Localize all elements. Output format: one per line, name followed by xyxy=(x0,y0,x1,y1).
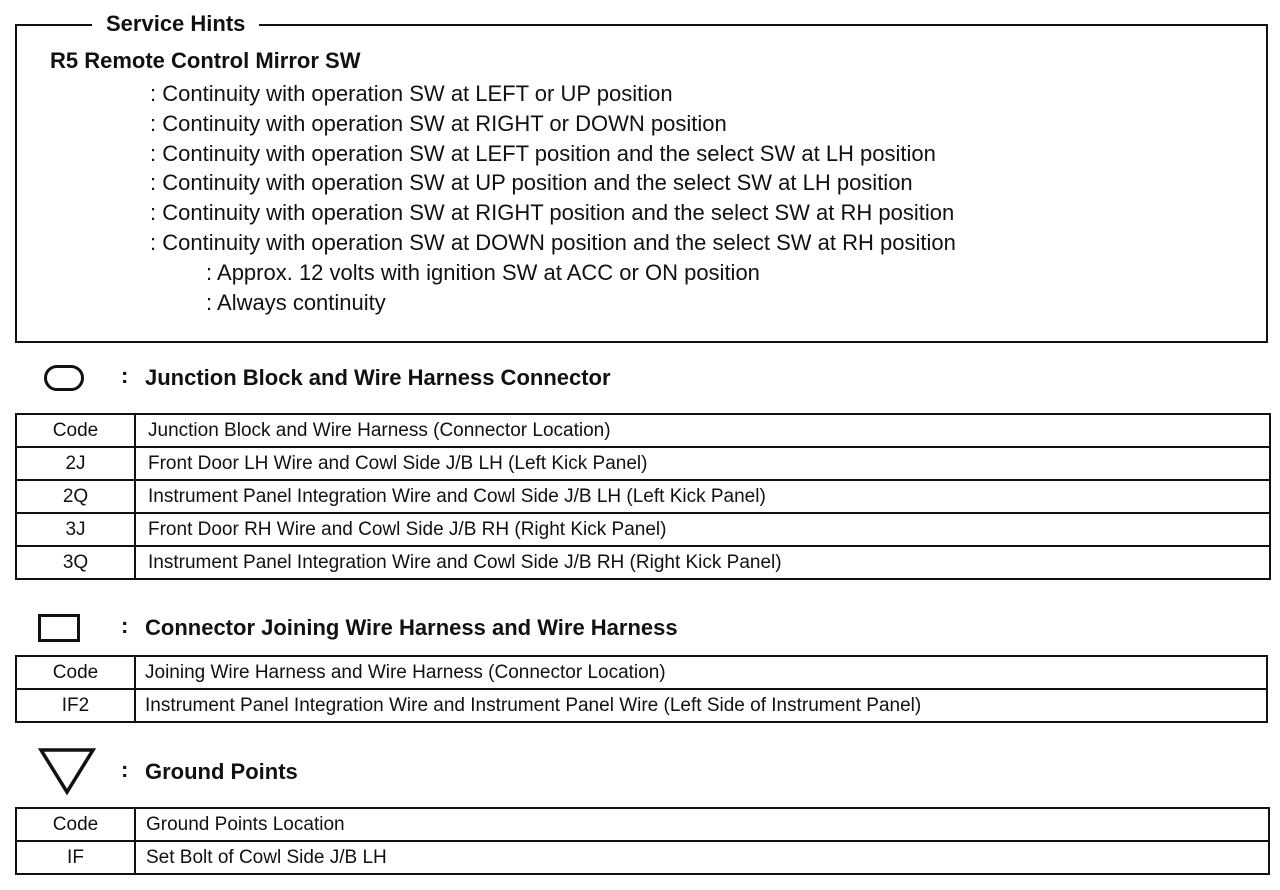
code-header: Code xyxy=(16,414,135,447)
hint-description: : Continuity with operation SW at UP position and the select SW at LH position xyxy=(150,170,913,195)
hint-description: : Continuity with operation SW at RIGHT or DOWN position xyxy=(150,111,727,136)
component-title: R5 Remote Control Mirror SW xyxy=(50,48,361,73)
code-cell: 3Q xyxy=(16,546,135,579)
junction-block-heading xyxy=(0,362,1280,402)
heading-colon: : xyxy=(121,363,129,388)
heading-colon: : xyxy=(121,613,129,638)
table-row xyxy=(16,480,1270,513)
location-cell: Front Door LH Wire and Cowl Side J/B LH (Left Kick Panel) xyxy=(135,447,1270,480)
table-row xyxy=(16,841,1269,874)
code-cell: 3J xyxy=(16,513,135,546)
connector-joining-table xyxy=(15,655,1268,723)
code-header: Code xyxy=(16,808,135,841)
junction-block-table xyxy=(15,413,1271,580)
connector-joining-title: Connector Joining Wire Harness and Wire Harness xyxy=(145,615,678,640)
table-header-row xyxy=(16,414,1270,447)
location-cell: Instrument Panel Integration Wire and Instrument Panel Wire (Left Side of Instrument Panel) xyxy=(135,689,1267,722)
junction-block-title: Junction Block and Wire Harness Connector xyxy=(145,365,611,390)
location-cell: Instrument Panel Integration Wire and Cowl Side J/B LH (Left Kick Panel) xyxy=(135,480,1270,513)
location-header: Joining Wire Harness and Wire Harness (Connector Location) xyxy=(135,656,1267,689)
code-cell: IF2 xyxy=(16,689,135,722)
hint-description: : Continuity with operation SW at RIGHT position and the select SW at RH position xyxy=(150,200,955,225)
location-cell: Set Bolt of Cowl Side J/B LH xyxy=(135,841,1269,874)
location-cell: Instrument Panel Integration Wire and Cowl Side J/B RH (Right Kick Panel) xyxy=(135,546,1270,579)
ground-points-title: Ground Points xyxy=(145,759,298,784)
code-header: Code xyxy=(16,656,135,689)
table-header-row xyxy=(16,656,1267,689)
junction-block-symbol-icon xyxy=(44,365,84,391)
code-cell: 2Q xyxy=(16,480,135,513)
table-header-row xyxy=(16,808,1269,841)
hint-description: : Continuity with operation SW at DOWN position and the select SW at RH position xyxy=(150,230,956,255)
code-cell: 2J xyxy=(16,447,135,480)
table-row xyxy=(16,513,1270,546)
location-header: Ground Points Location xyxy=(135,808,1269,841)
hint-description: : Continuity with operation SW at LEFT position and the select SW at LH position xyxy=(150,141,936,166)
connector-symbol-icon xyxy=(38,614,80,642)
ground-point-triangle-icon xyxy=(38,746,96,798)
connector-joining-heading xyxy=(0,612,1280,652)
table-row xyxy=(16,447,1270,480)
ground-points-heading xyxy=(0,756,1280,796)
location-cell: Front Door RH Wire and Cowl Side J/B RH (Right Kick Panel) xyxy=(135,513,1270,546)
location-header: Junction Block and Wire Harness (Connector Location) xyxy=(135,414,1270,447)
hint-description: : Continuity with operation SW at LEFT or UP position xyxy=(150,81,673,106)
hint-description: : Approx. 12 volts with ignition SW at ACC or ON position xyxy=(206,260,760,285)
hint-description: : Always continuity xyxy=(206,290,386,315)
service-hints-title: Service Hints xyxy=(92,10,259,38)
table-row xyxy=(16,689,1267,722)
code-cell: IF xyxy=(16,841,135,874)
heading-colon: : xyxy=(121,757,129,782)
ground-points-table xyxy=(15,807,1270,875)
table-row xyxy=(16,546,1270,579)
